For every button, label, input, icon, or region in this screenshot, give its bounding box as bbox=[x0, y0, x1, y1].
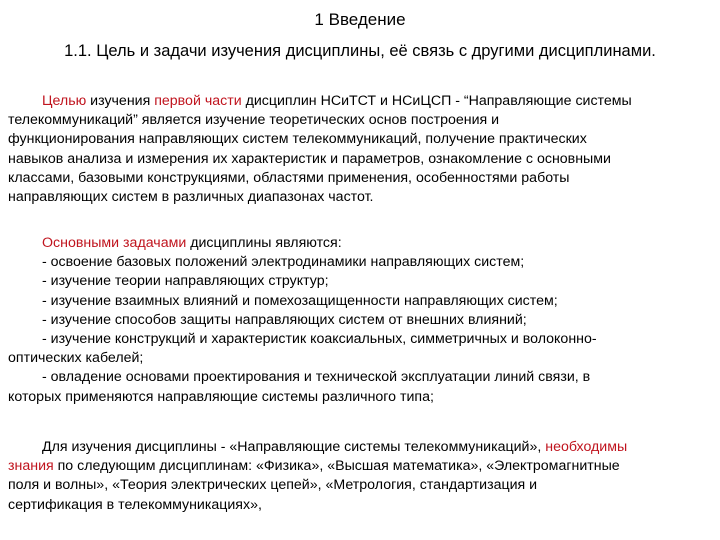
goal-line-2: телекоммуникаций” является изучение теоретических основ построения и bbox=[8, 112, 500, 129]
prereq-line-2 bbox=[8, 457, 714, 476]
task-item-continuation: которых применяются направляющие системы различного типа; bbox=[8, 388, 434, 405]
tasks-intro bbox=[8, 234, 714, 253]
prereq-line-4: сертификация в телекоммуникациях», bbox=[8, 496, 262, 513]
tasks-list bbox=[8, 234, 714, 407]
task-item: - изучение конструкций и характеристик коаксиальных, симметричных и волоконно- bbox=[42, 331, 597, 348]
tasks-intro-text: дисциплины являются: bbox=[186, 235, 342, 251]
task-item: - овладение основами проектирования и технической эксплуатации линий связи, в bbox=[42, 369, 591, 386]
section-title: 1 Введение bbox=[314, 10, 406, 29]
goal-text: изучения bbox=[86, 93, 155, 109]
goal-line-1 bbox=[8, 92, 714, 111]
prereq-text: по следующим дисциплинам: «Физика», «Высшая математика», «Электромагнитные bbox=[53, 458, 620, 475]
goal-paragraph bbox=[8, 92, 714, 207]
task-item: - освоение базовых положений электродинамики направляющих систем; bbox=[42, 254, 525, 271]
goal-text: дисциплин НСиТСТ и НСиЦСП - “Направляющие системы bbox=[241, 93, 632, 109]
first-part-keyword: первой части bbox=[154, 93, 242, 109]
task-item-continuation: оптических кабелей; bbox=[8, 350, 144, 367]
task-item: - изучение теории направляющих структур; bbox=[42, 273, 329, 290]
task-item: - изучение способов защиты направляющих систем от внешних влияний; bbox=[42, 311, 527, 328]
prereq-keyword: знания bbox=[8, 458, 54, 475]
goal-line-6: направляющих систем в различных диапазонах частот. bbox=[8, 189, 374, 206]
goal-line-4: навыков анализа и измерения их характеристик и параметров, ознакомление с основными bbox=[8, 150, 611, 167]
goal-line-5: классами, базовыми конструкциями, областями применения, особенностями работы bbox=[8, 169, 570, 186]
prerequisites-paragraph bbox=[8, 438, 714, 515]
task-item: - изучение взаимных влияний и помехозащищенности направляющих систем; bbox=[42, 292, 558, 309]
goal-line-3: функционирования направляющих систем телекоммуникаций, получение практических bbox=[8, 131, 587, 148]
prereq-text: Для изучения дисциплины - «Направляющие системы телекоммуникаций», bbox=[42, 439, 546, 455]
goal-keyword: Целью bbox=[42, 93, 87, 109]
prereq-line-3: поля и волны», «Теория электрических цепей», «Метрология, стандартизация и bbox=[8, 477, 538, 494]
prereq-line-1 bbox=[8, 438, 714, 457]
tasks-keyword: Основными задачами bbox=[42, 235, 187, 251]
subsection-title: 1.1. Цель и задачи изучения дисциплины, её связь с другими дисциплинами. bbox=[64, 42, 656, 60]
prereq-keyword: необходимы bbox=[545, 439, 628, 455]
